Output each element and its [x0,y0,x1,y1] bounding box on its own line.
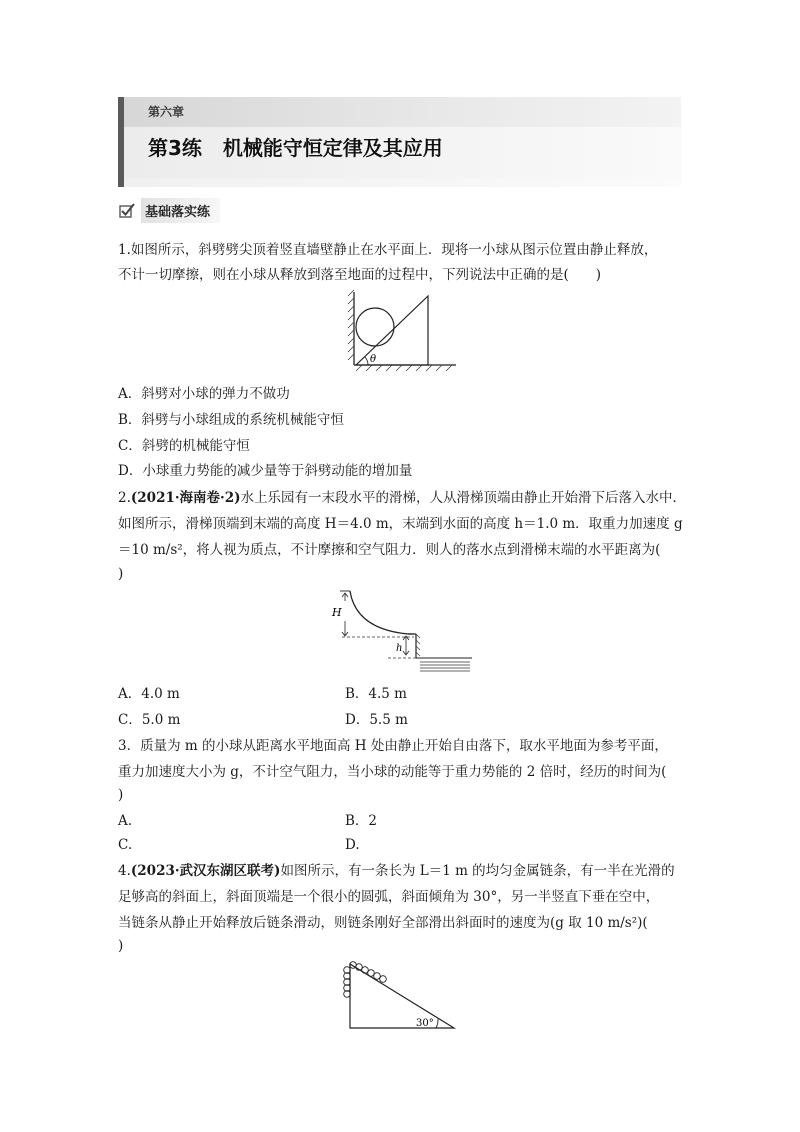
q3-line-2: 重力加速度大小为 g，不计空气阻力，当小球的动能等于重力势能的 2 倍时，经历的时间为( [118,764,667,780]
q2-line-1 [118,489,686,507]
q2-source: (2021·海南卷·2) [130,490,241,506]
q1-option-a: A．斜劈对小球的弹力不做功 [118,386,290,402]
banner-top-band [118,97,681,127]
banner-rule [124,179,681,187]
q2-figure-water-slide [328,585,474,673]
q2-option-d: D．5.5 m [345,712,408,728]
q4-figure-angle-label: 30° [416,1018,434,1029]
q4-line-1 [118,862,675,880]
section-label: 基础落实练 [141,198,220,223]
q1-line-1: 1.如图所示，斜劈劈尖顶着竖直墙壁静止在水平面上．现将一小球从图示位置由静止释放， [118,242,658,258]
q2-line-4: ) [118,566,124,582]
q3-option-d: D. [345,837,360,853]
q3-option-c: C. [118,837,133,853]
q1-line-2: 不计一切摩擦，则在小球从释放到落至地面的过程中，下列说法中正确的是( ) [118,267,602,283]
chapter-label: 第六章 [148,105,185,119]
q1-option-d: D．小球重力势能的减少量等于斜劈动能的增加量 [118,463,413,479]
q2-line-1-text: 水上乐园有一末段水平的滑梯，人从滑梯顶端由静止开始滑下后落入水中． [240,490,687,506]
q4-line-1-text: 如图所示，有一条长为 L＝1 m 的均匀金属链条，有一半在光滑的 [280,863,675,879]
q4-figure-chain-incline [340,960,458,1032]
q4-source: (2023·武汉东湖区联考) [130,863,281,879]
q4-line-3: 当链条从静止开始释放后链条滑动，则链条刚好全部滑出斜面时的速度为(g 取 10 m/s²)( [118,915,648,931]
q4-number: 4. [118,863,131,879]
q2-figure-h-label: h [396,643,403,654]
q3-line-3: ) [118,787,124,803]
section-heading [119,198,220,222]
q3-option-a: A. [118,813,133,829]
q3-line-1: 3．质量为 m 的小球从距离水平地面高 H 处由静止开始自由落下，取水平地面为参考平面， [118,738,668,754]
banner-accent-bar [118,97,124,187]
lesson-name: 机械能守恒定律及其应用 [222,136,443,160]
q2-option-c: C．5.0 m [118,712,181,728]
q1-figure-angle-label: θ [370,354,377,365]
q4-line-4: ) [118,938,124,954]
q2-line-3: ＝10 m/s²，将人视为质点，不计摩擦和空气阻力．则人的落水点到滑梯末端的水平距离为( [118,542,661,558]
lesson-number: 第3练 [148,136,202,160]
q2-option-b: B．4.5 m [345,686,407,702]
q2-option-a: A．4.0 m [118,686,180,702]
q1-figure-wedge-ball [346,290,458,372]
q2-number: 2. [118,490,131,506]
q2-line-2: 如图所示，滑梯顶端到末端的高度 H＝4.0 m，末端到水面的高度 h＝1.0 m．取重力加速度 g [118,516,683,532]
q2-figure-H-label: H [332,606,342,619]
q1-option-b: B．斜劈与小球组成的系统机械能守恒 [118,412,344,428]
checkbox-check-icon [119,202,135,218]
q4-line-2: 足够高的斜面上，斜面顶端是一个很小的圆弧，斜面倾角为 30°，另一半竖直下垂在空中， [118,889,660,905]
q1-option-c: C．斜劈的机械能守恒 [118,438,250,454]
lesson-title [148,132,443,161]
header-banner [118,97,681,189]
q3-option-b: B．2 [345,813,378,829]
